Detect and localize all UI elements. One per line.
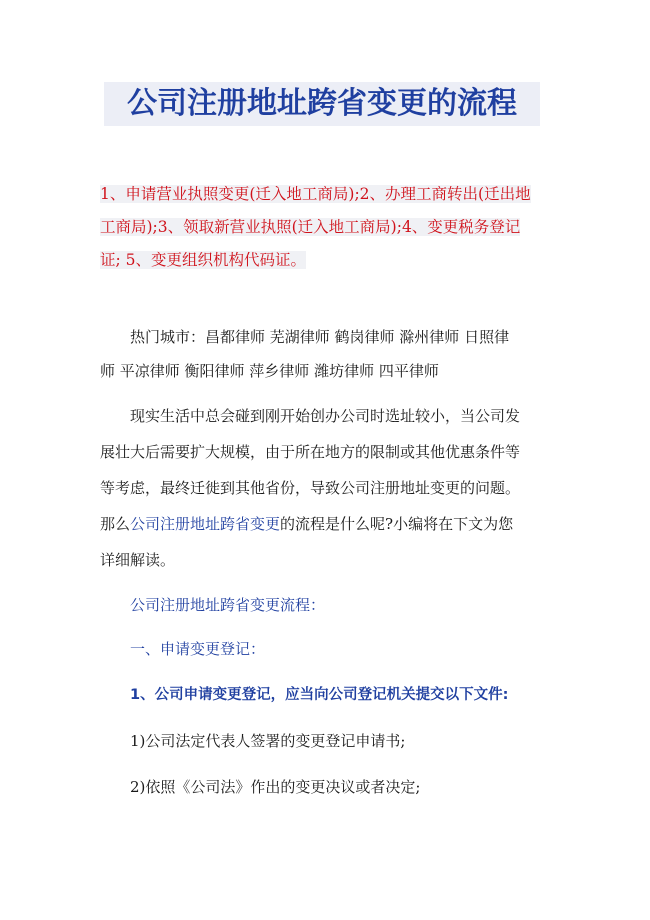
- list-item: 1)公司法定代表人签署的变更登记申请书;: [130, 732, 406, 750]
- hot-cities-line: [100, 320, 558, 354]
- hot-cities-line: [100, 354, 558, 388]
- summary-line-text: 1、申请营业执照变更(迁入地工商局);2、办理工商转出(迁出地: [100, 185, 531, 203]
- intro-line: [100, 398, 558, 434]
- intro-line: [100, 470, 558, 506]
- summary-line: [100, 211, 558, 244]
- hot-cities-paragraph: [100, 320, 558, 388]
- intro-text: 现实生活中总会碰到刚开始创办公司时选址较小，当公司发: [130, 407, 521, 425]
- hot-cities-text: 热门城市：昌都律师 芜湖律师 鹤岗律师 滁州律师 日照律: [130, 328, 510, 346]
- intro-text: 展壮大后需要扩大规模，由于所在地方的限制或其他优惠条件等: [100, 443, 521, 461]
- summary-line: [100, 178, 558, 211]
- intro-line: [100, 542, 558, 578]
- intro-text: 等考虑，最终迁徙到其他省份，导致公司注册地址变更的问题。: [100, 479, 521, 497]
- list-item: 2)依照《公司法》作出的变更决议或者决定;: [130, 778, 421, 796]
- intro-paragraph: [100, 398, 558, 578]
- sub-heading: 1、公司申请变更登记，应当向公司登记机关提交以下文件:: [130, 687, 509, 703]
- page-title: 公司注册地址跨省变更的流程: [127, 86, 517, 121]
- title-highlight: [104, 82, 540, 126]
- summary-line: [100, 244, 558, 277]
- intro-text: 那么: [100, 515, 131, 533]
- step-heading: 一、申请变更登记：: [130, 640, 266, 658]
- intro-text: 的流程是什么呢?小编将在下文为您: [280, 515, 514, 533]
- intro-text: 详细解读。: [100, 551, 176, 569]
- summary-line-text: 工商局);3、领取新营业执照(迁入地工商局);4、变更税务登记: [100, 218, 521, 236]
- summary-line-text: 证; 5、变更组织机构代码证。: [100, 251, 307, 269]
- hot-cities-text: 师 平凉律师 衡阳律师 萍乡律师 潍坊律师 四平律师: [100, 362, 439, 380]
- section-heading: 公司注册地址跨省变更流程：: [130, 596, 326, 614]
- intro-line: [100, 434, 558, 470]
- keyword-link[interactable]: 公司注册地址跨省变更: [130, 515, 281, 533]
- intro-line: [100, 506, 558, 542]
- summary-block: [100, 178, 558, 277]
